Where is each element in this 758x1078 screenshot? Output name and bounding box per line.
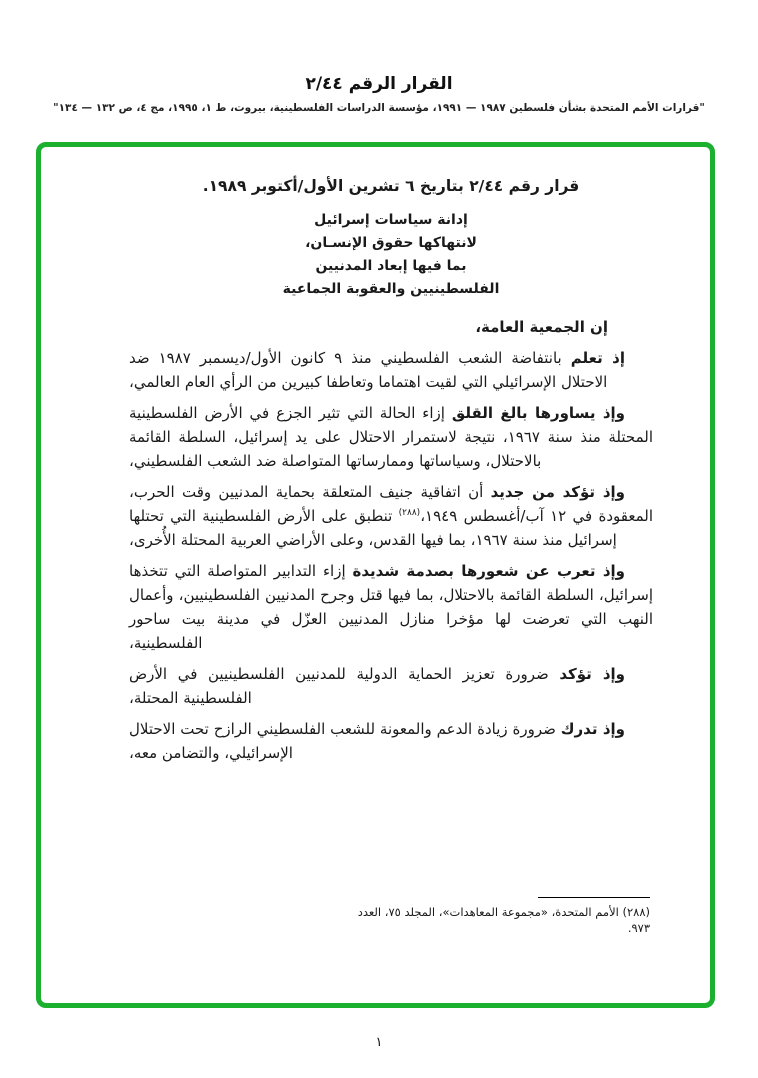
paragraph-text: تنطبق على الأرض الفلسطينية التي تحتلها إسرائيل منذ سنة ١٩٦٧، بما فيها القدس، وعلى الأراضي العربية المحتلة الأُخرى، (129, 507, 617, 549)
footnote: (٢٨٨) الأمم المتحدة، «مجموعة المعاهدات»، المجلد ٧٥، العدد ٩٧٣. (357, 905, 650, 935)
paragraph-text: ضرورة تعزيز الحماية الدولية للمدنيين الفلسطينيين في الأرض الفلسطينية المحتلة، (129, 665, 560, 707)
preamble-paragraph-4 (129, 559, 653, 655)
paragraph-lead: وإذ يساورها بالغ القلق (451, 404, 625, 422)
paragraph-lead: وإذ تؤكد (559, 665, 625, 683)
resolution-title-line: بما فيها إبعاد المدنيين (315, 258, 467, 274)
document-title: القرار الرقم ٢/٤٤ (305, 74, 453, 94)
preamble-paragraph-3 (129, 480, 653, 552)
paragraph-text: إزاء الحالة التي تثير الجزع في الأرض الفلسطينية المحتلة منذ سنة ١٩٦٧، نتيجة لاستمرار الاحتلال على يد إسرائيل، السلطة القائمة بالاحتلال، وسياساتها وممارساتها المتواصلة ضد الشعب الفلسطيني، (129, 404, 653, 470)
paragraph-text: بانتفاضة الشعب الفلسطيني منذ ٩ كانون الأول/ديسمبر ١٩٨٧ ضد الاحتلال الإسرائيلي التي لقيت اهتماما وتعاطفا كبيرين من الرأي العام العالمي، (129, 349, 608, 391)
paragraph-text: أن اتفاقية جنيف المتعلقة بحماية المدنيين وقت الحرب، المعقودة في ١٢ آب/أغسطس ١٩٤٩، (129, 483, 654, 525)
source-citation: "قرارات الأمم المتحدة بشأن فلسطين ١٩٨٧ — ١٩٩١، مؤسسة الدراسات الفلسطينية، بيروت، ط ١، ١٩٩٥، مج ٤، ص ١٣٢ — ١٣٤" (53, 102, 705, 114)
paragraph-lead: إذ تعلم (570, 349, 626, 367)
paragraph-lead: وإذ تدرك (560, 720, 625, 738)
preamble-paragraph-6 (129, 717, 653, 765)
footnote-reference: (٢٨٨) (398, 508, 421, 518)
preamble-paragraph-5 (129, 662, 653, 710)
paragraph-text: ضرورة زيادة الدعم والمعونة للشعب الفلسطيني الرازح تحت الاحتلال الإسرائيلي، والتضامن معه، (129, 720, 561, 762)
paragraph-text: إزاء التدابير المتواصلة التي تتخذها إسرائيل، السلطة القائمة بالاحتلال، بما فيها قتل وجرح المدنيين الفلسطينيين، وأعمال النهب التي تعرضت لها مؤخرا منازل المدنيين العزّل في مدينة بيت ساحور الفلسطينية، (129, 562, 653, 652)
resolution-body (41, 147, 710, 765)
resolution-title-block (129, 209, 653, 301)
preamble-paragraph-2 (129, 401, 653, 473)
preamble-paragraph-1 (129, 346, 653, 394)
resolution-title-line: إدانة سياسات إسرائيل (314, 212, 468, 228)
footnote-separator (538, 897, 650, 898)
paragraph-lead: وإذ تعرب عن شعورها بصدمة شديدة (352, 562, 626, 580)
page-number: ١ (375, 1035, 383, 1050)
resolution-heading: قرار رقم ٢/٤٤ بتاريخ ٦ تشرين الأول/أكتوبر ١٩٨٩. (202, 177, 580, 195)
resolution-title-line: الفلسطينيين والعقوبة الجماعية (282, 281, 500, 297)
paragraph-lead: وإذ تؤكد من جديد (490, 483, 625, 501)
opening-line: إن الجمعية العامة، (475, 318, 608, 336)
resolution-title-line: لانتهاكها حقوق الإنسـان، (305, 235, 477, 251)
green-frame (36, 142, 715, 1008)
